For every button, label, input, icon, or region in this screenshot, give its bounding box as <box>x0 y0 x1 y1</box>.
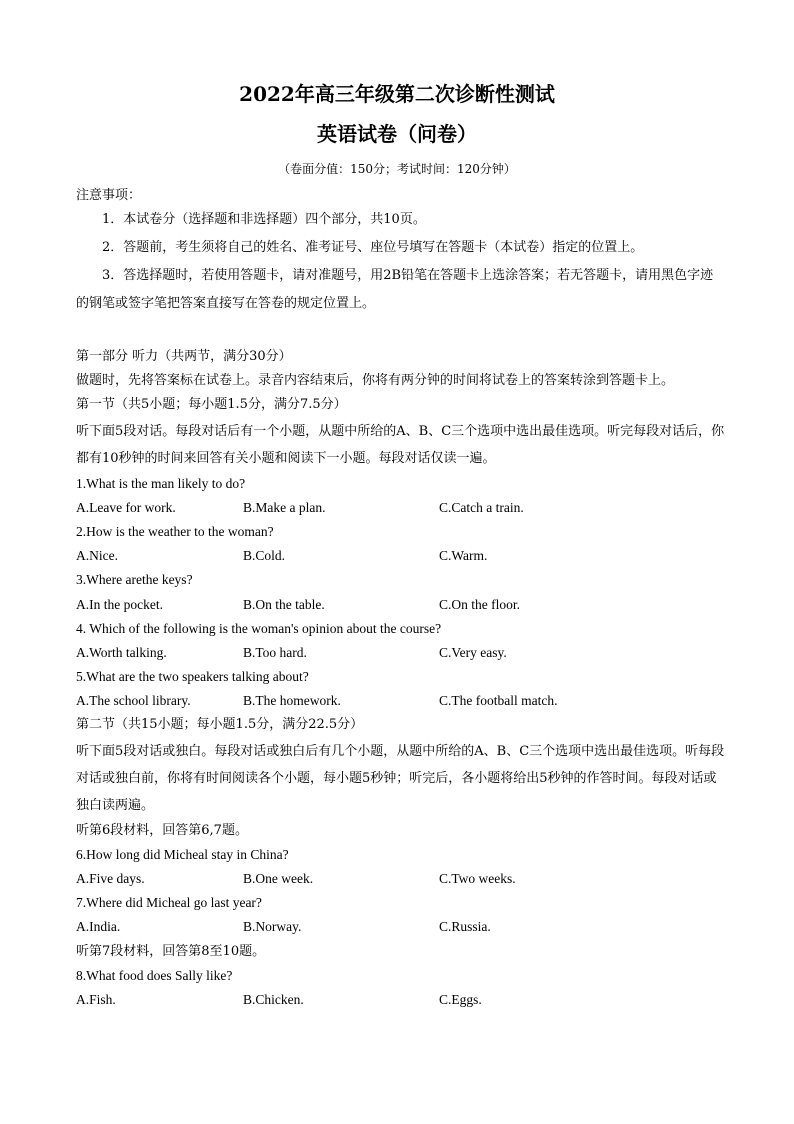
option-c: C.Very easy. <box>439 644 507 660</box>
listening-part <box>76 345 726 1012</box>
question-options <box>76 641 726 665</box>
option-a: A.Fish. <box>76 991 116 1007</box>
exam-title: 2022年高三年级第二次诊断性测试 <box>239 82 555 106</box>
option-b: B.One week. <box>243 871 314 886</box>
notice-item: 1．本试卷分（选择题和非选择题）四个部分，共10页。 <box>102 212 426 227</box>
material-note: 听第6段材料，回答第6,7题。 <box>76 822 248 838</box>
part-instruction: 做题时，先将答案标在试卷上。录音内容结束后，你将有两分钟的时间将试卷上的答案转涂到答题卡上。 <box>76 373 675 389</box>
exam-subtitle: 英语试卷（问卷） <box>317 122 477 146</box>
material-note: 听第7段材料，回答第8至10题。 <box>76 943 266 959</box>
section-instruction: 听下面5段对话。每段对话后有一个小题，从题中所给的A、B、C三个选项中选出最佳选项。听完每段对话后，你都有10秒钟的时间来回答有关小题和阅读下一小题。每段对话仅读一遍。 <box>76 423 725 466</box>
question-options <box>76 689 726 713</box>
question-text: 6.How long did Micheal stay in China? <box>76 846 289 862</box>
part-heading: 第一部分 听力（共两节，满分30分） <box>76 349 292 364</box>
notice-heading: 注意事项： <box>76 188 142 203</box>
option-b: B.Chicken. <box>243 991 304 1007</box>
option-c: C.Eggs. <box>439 991 482 1007</box>
option-a: A.Leave for work. <box>76 499 176 515</box>
option-a: A.Worth talking. <box>76 644 167 660</box>
option-c: C.Catch a train. <box>439 499 524 515</box>
question-text: 3.Where arethe keys? <box>76 572 193 588</box>
question-text: 1.What is the man likely to do? <box>76 475 246 491</box>
question-text: 2.How is the weather to the woman? <box>76 523 274 539</box>
option-b: B.Cold. <box>243 548 286 564</box>
option-c: C.Russia. <box>439 919 491 935</box>
option-b: B.Make a plan. <box>243 499 326 515</box>
question-text: 8.What food does Sally like? <box>76 967 233 983</box>
notice-item: 3．答选择题时，若使用答题卡，请对准题号，用2B铅笔在答题卡上选涂答案；若无答题卡，请用黑色字迹的钢笔或签字笔把答案直接写在答卷的规定位置上。 <box>76 268 714 311</box>
question-options <box>76 544 726 568</box>
option-a: A.Five days. <box>76 871 145 886</box>
section-instruction: 听下面5段对话或独白。每段对话或独白后有几个小题，从题中所给的A、B、C三个选项中选出最佳选项。听每段对话或独白前，你将有时间阅读各个小题，每小题5秒钟；听完后，各小题将给出5秒钟的作答时间。每段对话或独白读两遍。 <box>76 743 725 813</box>
notice-item: 2．答题前，考生须将自己的姓名、准考证号、座位号填写在答题卡（本试卷）指定的位置上。 <box>102 240 644 255</box>
option-c: C.The football match. <box>439 693 558 709</box>
option-a: A.In the pocket. <box>76 596 163 612</box>
option-c: C.Two weeks. <box>439 871 516 886</box>
exam-info: （卷面分值：150分；考试时间：120分钟） <box>278 162 516 176</box>
option-a: A.The school library. <box>76 693 191 709</box>
option-c: C.Warm. <box>439 548 488 564</box>
option-b: B.Too hard. <box>243 644 307 660</box>
option-c: C.On the floor. <box>439 596 520 612</box>
question-options <box>76 867 726 891</box>
question-text: 7.Where did Micheal go last year? <box>76 895 262 911</box>
question-options <box>76 496 726 520</box>
question-options <box>76 915 726 939</box>
question-text: 5.What are the two speakers talking about? <box>76 669 309 685</box>
option-a: A.Nice. <box>76 548 118 564</box>
notice-section <box>76 186 726 318</box>
question-options <box>76 988 726 1012</box>
question-text: 4. Which of the following is the woman's opinion about the course? <box>76 620 442 636</box>
option-b: B.On the table. <box>243 596 325 612</box>
section-heading: 第一节（共5小题；每小题1.5分，满分7.5分） <box>76 397 347 413</box>
option-b: B.Norway. <box>243 919 302 935</box>
question-options <box>76 593 726 617</box>
option-a: A.India. <box>76 919 121 935</box>
section-heading: 第二节（共15小题；每小题1.5分，满分22.5分） <box>76 717 364 733</box>
option-b: B.The homework. <box>243 693 341 709</box>
